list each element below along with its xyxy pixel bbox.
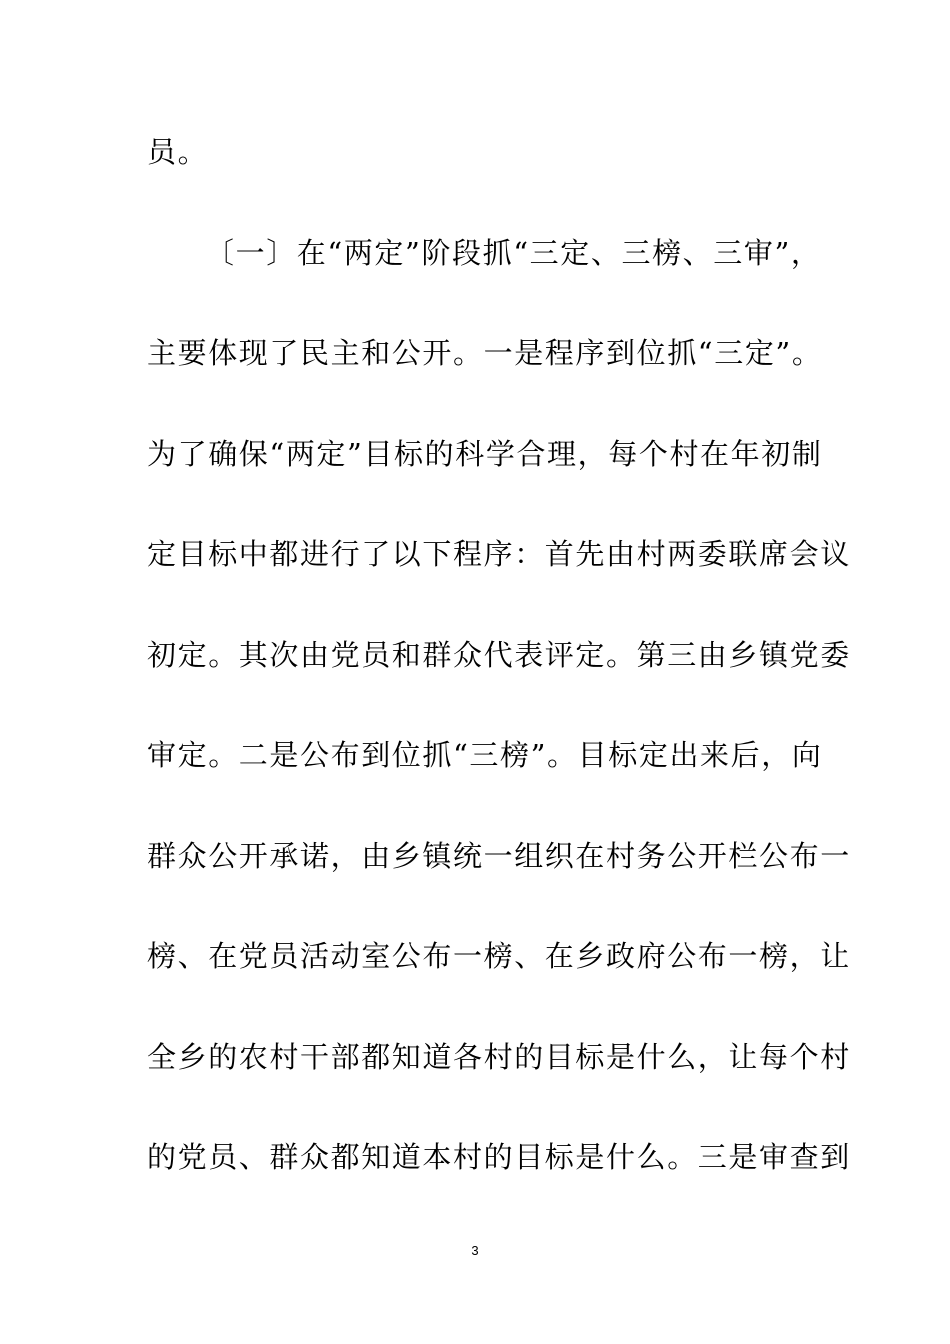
text-line: 群众公开承诺，由乡镇统一组织在村务公开栏公布一 <box>147 838 851 873</box>
text-line: 全乡的农村干部都知道各村的目标是什么，让每个村 <box>147 1039 851 1074</box>
text-line: 初定。其次由党员和群众代表评定。第三由乡镇党委 <box>147 637 851 672</box>
text-line: 的党员、群众都知道本村的目标是什么。三是审查到 <box>147 1140 851 1174</box>
text-line: 榜、在党员活动室公布一榜、在乡政府公布一榜，让 <box>147 939 851 973</box>
text-line: 定目标中都进行了以下程序：首先由村两委联席会议 <box>147 537 851 571</box>
text-line: 审定。二是公布到位抓“三榜”。目标定出来后，向 <box>147 738 823 772</box>
text-line: 为了确保“两定”目标的科学合理，每个村在年初制 <box>147 436 823 471</box>
text-line: 员。 <box>147 135 209 169</box>
text-line: 主要体现了民主和公开。一是程序到位抓“三定”。 <box>147 336 823 370</box>
page-number: 3 <box>471 1243 479 1258</box>
section-heading-line: 〔一〕在“两定”阶段抓“三定、三榜、三审”， <box>205 235 822 270</box>
body-text <box>147 126 851 1232</box>
